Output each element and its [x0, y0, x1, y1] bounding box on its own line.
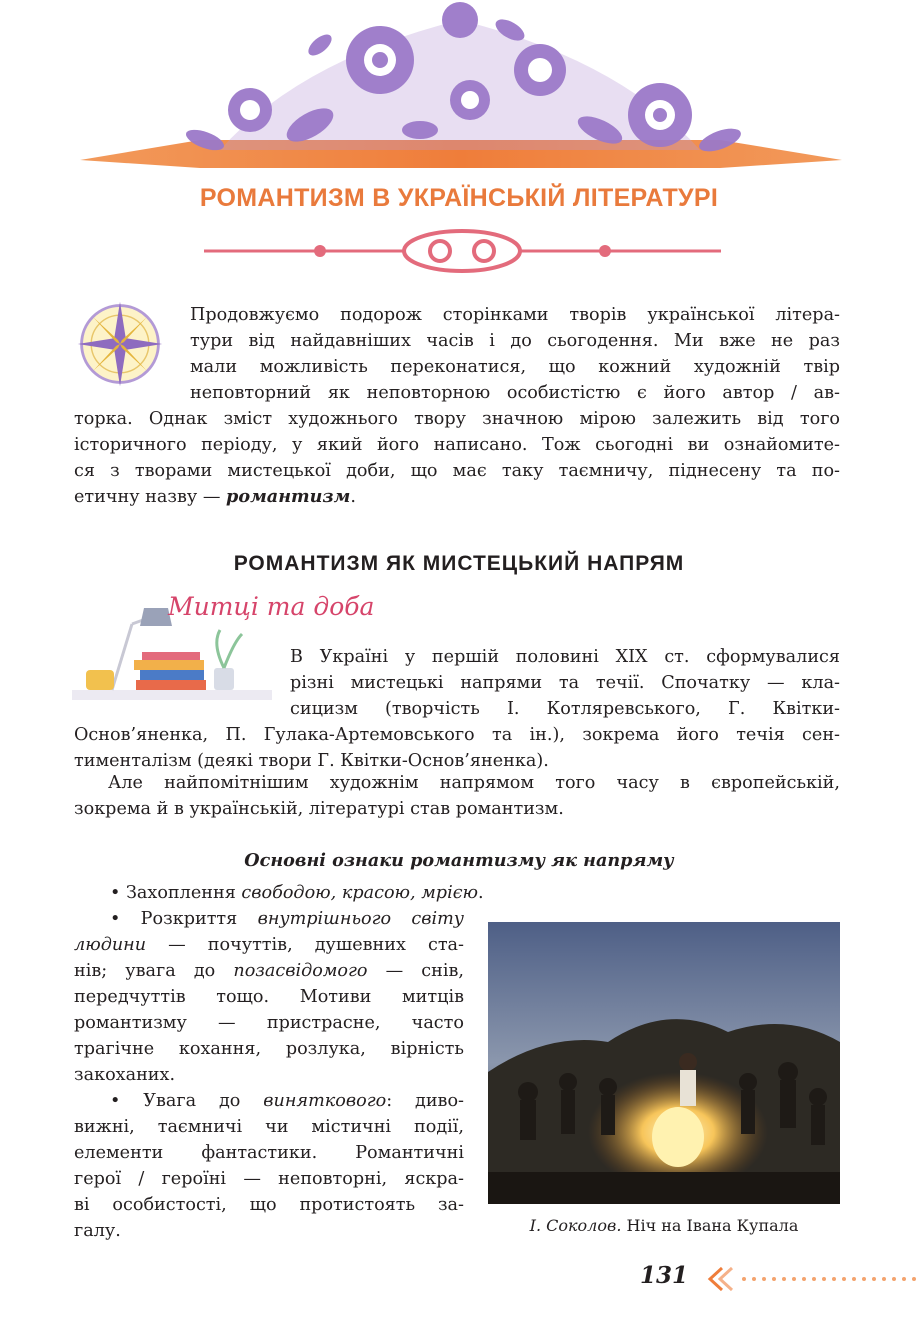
text-line: тури від найдавніших часів і до сьогодення. Ми вже не раз: [190, 331, 840, 351]
text-line: закоханих.: [74, 1065, 176, 1085]
text-fragment: внутрішнього світу: [257, 909, 465, 929]
text-fragment: свободою, красою, мрією: [241, 883, 479, 903]
text-line: передчуттів тощо. Мотиви митців: [74, 987, 464, 1007]
text-line: сицизм (творчість І. Котляревського, Г. Квітки-: [290, 699, 840, 719]
text-fragment: виняткового: [263, 1091, 387, 1111]
text-fragment: • Увага до: [110, 1091, 264, 1111]
text-line: галу.: [74, 1221, 121, 1241]
text-line: [74, 958, 464, 984]
text-fragment: • Розкриття: [110, 909, 258, 929]
text-fragment: : диво-: [386, 1091, 464, 1111]
text-line: [74, 484, 840, 510]
text-line: В Україні у першій половині XIX ст. сформувалися: [290, 647, 840, 667]
text-line: ся з творами мистецької доби, що має таку таємничу, піднесену та по-: [74, 461, 840, 481]
text-fragment: — снів,: [367, 961, 465, 981]
text-line: мали можливість переконатися, що кожний художній твір: [190, 357, 840, 377]
text-line: торка. Однак зміст художнього твору значною мірою залежить від того: [74, 409, 840, 429]
text-line: романтизму — пристрасне, часто: [74, 1013, 464, 1033]
text-line: Продовжуємо подорож сторінками творів української літера-: [190, 305, 840, 325]
text-line: Основ’яненка, П. Гулака-Артемовського та ін.), зокрема його течія сен-: [74, 725, 840, 745]
caption-author: І. Соколов.: [529, 1216, 622, 1235]
text-line: герої / героїні — неповторні, яскра-: [74, 1169, 464, 1189]
paragraph-directions: [74, 644, 840, 774]
chevron-left-dotted-icon: [700, 1262, 918, 1296]
text-line: вижні, таємничі чи містичні події,: [74, 1117, 464, 1137]
text-line: [74, 1088, 464, 1114]
bullet-list: [74, 906, 464, 1244]
bullet-item: [74, 880, 840, 906]
text-line: тименталізм (деякі твори Г. Квітки-Основ’яненка).: [74, 751, 549, 771]
rubric-title: Митці та доба: [168, 592, 375, 621]
text-line: зокрема й в українській, літературі став романтизм.: [74, 799, 564, 819]
text-line: неповторний як неповторною особистістю є його автор / ав-: [190, 383, 840, 403]
features-heading: Основні ознаки романтизму як напряму: [244, 850, 674, 871]
text-line: різні мистецькі напрями та течії. Спочатку — кла-: [290, 673, 840, 693]
caption-title: Ніч на Івана Купала: [621, 1216, 799, 1235]
text-line: трагічне кохання, розлука, вірність: [74, 1039, 464, 1059]
text-line: [74, 906, 464, 932]
page-title: РОМАНТИЗМ В УКРАЇНСЬКІЙ ЛІТЕРАТУРІ: [199, 184, 719, 212]
painting-kupala-night: [488, 922, 840, 1204]
text-fragment: позасвідомого: [233, 961, 368, 981]
text-fragment: .: [350, 487, 356, 507]
header-floral-ornament: [0, 0, 918, 175]
text-line: історичного періоду, у який його написано. Тож сьогодні ви ознайомите-: [74, 435, 840, 455]
text-fragment: • Захоплення: [110, 883, 242, 903]
paragraph-romanticism: [74, 770, 840, 822]
text-fragment: етичну назву —: [74, 487, 227, 507]
text-line: ві особистості, що протистоять за-: [74, 1195, 464, 1215]
text-fragment: нів; увага до: [74, 961, 234, 981]
intro-paragraph: [74, 302, 840, 510]
page-number: 131: [640, 1262, 689, 1289]
title-divider-ornament: [200, 228, 725, 274]
text-line: Але найпомітнішим художнім напрямом того часу в європейській,: [108, 773, 840, 793]
text-fragment: .: [478, 883, 484, 903]
text-fragment: людини: [74, 935, 147, 955]
text-fragment: — почуттів, душевних ста-: [146, 935, 464, 955]
painting-caption: [488, 1216, 840, 1235]
text-line: [74, 932, 464, 958]
text-line: елементи фантастики. Романтичні: [74, 1143, 464, 1163]
section-heading: РОМАНТИЗМ ЯК МИСТЕЦЬКИЙ НАПРЯМ: [233, 552, 685, 575]
term-romanticism: романтизм: [226, 486, 351, 507]
